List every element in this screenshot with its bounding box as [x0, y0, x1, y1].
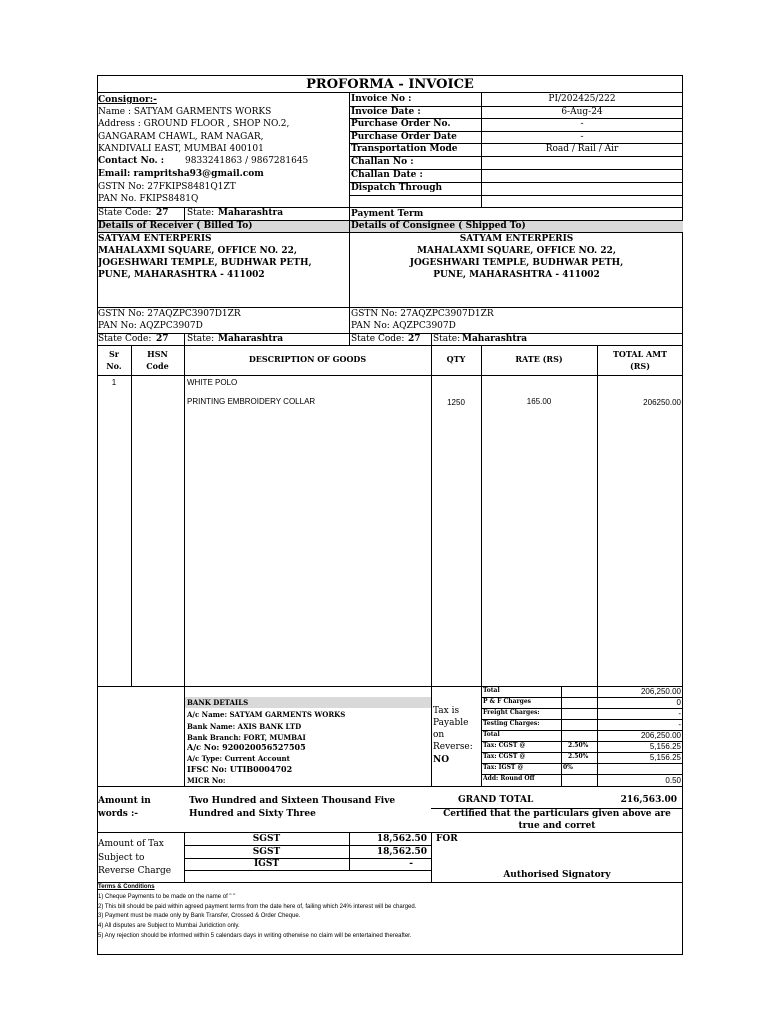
charge-value: -	[678, 720, 681, 729]
col-description-header: DESCRIPTION OF GOODS	[248, 354, 367, 364]
bank-line: MICR No:	[187, 776, 226, 785]
reverse-text: Tax is	[433, 706, 460, 716]
terms-heading: Terms & Conditions	[98, 884, 155, 890]
consignee-state-code: 27	[408, 334, 421, 344]
reverse-value: NO	[433, 755, 450, 765]
terms-line: 4) All disputes are Subject to Mumbai Juridiction only.	[98, 923, 240, 929]
col-hsn-header: HSN	[147, 349, 168, 359]
tax-reverse-name: IGST	[253, 859, 280, 869]
tax-reverse-name: SGST	[252, 847, 281, 857]
consignor-heading: Consignor:-	[98, 95, 157, 105]
meta-label: Dispatch Through	[351, 183, 443, 193]
bank-line: Bank Branch: FORT, MUMBAI	[187, 733, 306, 742]
certified-text: true and corret	[518, 821, 596, 831]
terms-line: 2) This bill should be paid within agreed payment terms from the date here of, failing which 24% interest will be charged.	[98, 904, 417, 910]
rule	[185, 870, 431, 871]
charge-label: Total	[483, 731, 500, 738]
charge-label: Tax: CGST @	[483, 742, 526, 749]
tax-reverse-name: SGST	[252, 834, 281, 844]
rule	[97, 92, 683, 93]
consignee-line: PUNE, MAHARASHTRA - 411002	[433, 270, 600, 280]
consignor-email: Email: rampritsha93@gmail.com	[98, 169, 264, 179]
consignee-line: SATYAM ENTERPERIS	[459, 234, 574, 244]
charge-value: 5,156.25	[649, 742, 681, 751]
charge-value: 206,250.00	[640, 731, 681, 740]
rule	[97, 232, 683, 233]
rule	[349, 333, 350, 345]
charge-label: Testing Charges:	[483, 720, 540, 727]
rule	[349, 92, 350, 220]
charge-rate: 2.50%	[568, 742, 589, 749]
tax-reverse-label: Subject to	[98, 853, 145, 863]
charge-label: Tax: CGST @	[483, 753, 526, 760]
terms-line: 5) Any rejection should be informed within 5 calendars days in writing otherwise no claim will be entertained thereafter.	[98, 933, 412, 939]
consignor-state-code: 27	[156, 208, 169, 218]
certified-text: Certified that the particulars given above are	[443, 809, 671, 819]
col-rate-header: RATE (RS)	[515, 354, 563, 364]
consignee-state-label: State:	[433, 334, 461, 344]
col-sr-header: Sr	[109, 349, 119, 359]
meta-label: Payment Term	[351, 209, 424, 219]
charge-value: -	[678, 709, 681, 718]
consignor-address-line: KANDIVALI EAST, MUMBAI 400101	[98, 144, 264, 154]
bank-heading: BANK DETAILS	[187, 698, 249, 707]
receiver-state-code-label: State Code:	[98, 334, 152, 344]
amount-words-label: words :-	[98, 809, 139, 819]
meta-label: Challan No :	[351, 157, 414, 167]
rule	[184, 207, 185, 220]
meta-label: Invoice No :	[351, 94, 412, 104]
receiver-line: SATYAM ENTERPERIS	[98, 234, 212, 244]
col-total-header: TOTAL AMT	[612, 349, 668, 359]
terms-line: 3) Payment must be made only by Bank Transfer, Crossed & Order Cheque.	[98, 913, 301, 919]
tax-reverse-label: Amount of Tax	[98, 839, 164, 849]
rule	[184, 345, 185, 786]
charge-value: 5,156.25	[649, 753, 681, 762]
consignor-address-line: Address : GROUND FLOOR , SHOP NO.2,	[98, 119, 290, 129]
charge-label: Freight Charges:	[483, 709, 540, 716]
consignor-contact-value: 9833241863 / 9867281645	[185, 156, 309, 166]
consignee-gstn: GSTN No: 27AQZPC3907D1ZR	[351, 309, 494, 319]
bank-line: A/c Name: SATYAM GARMENTS WORKS	[187, 710, 346, 719]
col-qty-header: QTY	[446, 354, 466, 364]
tax-reverse-value: 18,562.50	[376, 834, 427, 844]
receiver-line: PUNE, MAHARASHTRA - 411002	[98, 270, 265, 280]
rule	[597, 345, 598, 686]
charge-label: Tax: IGST @	[483, 764, 524, 771]
rule	[97, 882, 683, 883]
item-rate: 165.00	[526, 397, 552, 406]
meta-value: Road / Rail / Air	[545, 144, 619, 154]
consignee-pan: PAN No: AQZPC3907D	[351, 321, 456, 331]
consignee-heading: Details of Consignee ( Shipped To)	[351, 221, 526, 231]
rule	[431, 345, 432, 786]
charge-rate: 0%	[563, 764, 573, 771]
consignor-contact-label: Contact No. :	[98, 156, 165, 166]
bank-line: IFSC No: UTIB0004702	[187, 764, 293, 774]
for-label: FOR	[436, 834, 458, 844]
charge-value: 0.50	[665, 776, 681, 785]
charge-label: P & F Charges	[483, 698, 532, 705]
rule	[131, 345, 132, 686]
bank-line: A/c Type: Current Account	[187, 754, 290, 763]
meta-label: Transportation Mode	[351, 144, 458, 154]
item-description: WHITE POLO	[187, 378, 238, 387]
rule	[431, 333, 432, 345]
consignor-address-line: GANGARAM CHAWL, RAM NAGAR,	[98, 132, 264, 142]
receiver-heading: Details of Receiver ( Billed To)	[98, 221, 253, 231]
charge-label: Total	[483, 687, 500, 694]
reverse-text: Payable	[433, 718, 469, 728]
meta-value: 6-Aug-24	[561, 107, 603, 117]
invoice-title: PROFORMA - INVOICE	[306, 77, 474, 92]
consignee-state: Maharashtra	[462, 334, 528, 344]
tax-reverse-label: Reverse Charge	[98, 866, 172, 876]
rule	[97, 786, 683, 787]
authorised-signatory: Authorised Signatory	[503, 870, 611, 880]
charge-value: 0	[676, 698, 681, 707]
consignee-line: JOGESHWARI TEMPLE, BUDHWAR PETH,	[409, 258, 624, 268]
rule	[481, 345, 482, 786]
charge-label: Add: Round Off	[483, 775, 535, 782]
tax-reverse-value: -	[409, 859, 413, 869]
meta-value: -	[580, 132, 584, 142]
meta-label: Purchase Order Date	[351, 132, 457, 142]
consignor-state: Maharashtra	[218, 208, 284, 218]
item-description: PRINTING EMBROIDERY COLLAR	[187, 397, 316, 406]
terms-line: 1) Cheque Payments to be made on the name of " "	[98, 894, 236, 900]
consignor-pan: PAN No. FKIPS8481Q	[98, 194, 199, 204]
grand-total-value: 216,563.00	[620, 795, 677, 805]
charge-value: 206,250.00	[640, 687, 681, 696]
consignee-line: MAHALAXMI SQUARE, OFFICE NO. 22,	[417, 246, 616, 256]
bank-line: Bank Name: AXIS BANK LTD	[187, 722, 302, 731]
amount-words-text: Hundred and Sixty Three	[189, 809, 316, 819]
amount-words-label: Amount in	[98, 796, 151, 806]
consignor-name: Name : SATYAM GARMENTS WORKS	[98, 107, 272, 117]
receiver-state-label: State:	[187, 334, 215, 344]
rule	[185, 858, 431, 859]
grand-total-label: GRAND TOTAL	[458, 795, 534, 805]
receiver-state: Maharashtra	[218, 334, 284, 344]
rule	[185, 845, 431, 846]
col-total-header: (RS)	[630, 361, 650, 371]
charge-rate: 2.50%	[568, 753, 589, 760]
reverse-text: on	[433, 730, 445, 740]
receiver-state-code: 27	[156, 334, 169, 344]
consignee-state-code-label: State Code:	[351, 334, 405, 344]
rule	[97, 307, 683, 308]
rule	[561, 686, 562, 786]
rule	[184, 333, 185, 345]
col-sr-header: No.	[106, 361, 122, 371]
meta-label: Challan Date :	[351, 170, 423, 180]
receiver-line: MAHALAXMI SQUARE, OFFICE NO. 22,	[98, 246, 297, 256]
consignor-gstn: GSTN No: 27FKIPS8481Q1ZT	[98, 182, 236, 192]
amount-words-text: Two Hundred and Sixteen Thousand Five	[189, 796, 396, 806]
item-qty: 1250	[447, 398, 465, 407]
consignor-state-code-label: State Code:	[98, 208, 152, 218]
meta-label: Purchase Order No.	[351, 119, 451, 129]
receiver-line: JOGESHWARI TEMPLE, BUDHWAR PETH,	[98, 258, 312, 268]
meta-value: PI/202425/222	[548, 94, 616, 104]
item-total: 206250.00	[643, 398, 681, 407]
rule	[349, 195, 683, 196]
meta-label: Invoice Date :	[351, 107, 421, 117]
tax-reverse-value: 18,562.50	[376, 847, 427, 857]
bank-line: A/c No: 920020056527505	[187, 742, 306, 752]
consignor-state-label: State:	[187, 208, 215, 218]
receiver-gstn: GSTN No: 27AQZPC3907D1ZR	[98, 309, 241, 319]
receiver-pan: PAN No: AQZPC3907D	[98, 321, 203, 331]
meta-value: -	[580, 119, 584, 129]
col-hsn-header: Code	[146, 361, 169, 371]
item-sr: 1	[111, 378, 117, 387]
reverse-text: Reverse:	[433, 742, 473, 752]
